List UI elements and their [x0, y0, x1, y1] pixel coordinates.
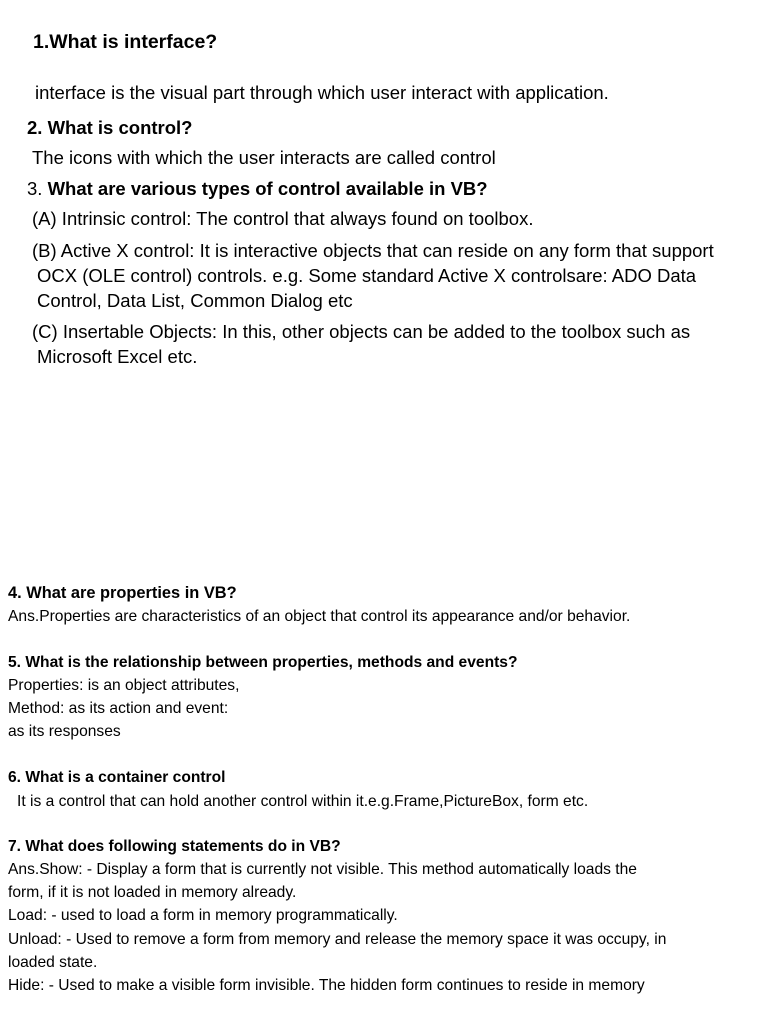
q3-heading — [27, 177, 488, 201]
q7-line-5: loaded state. — [8, 954, 98, 971]
q7-line-3: Load: - used to load a form in memory programmatically. — [8, 907, 398, 924]
q7-line-6: Hide: - Used to make a visible form invisible. The hidden form continues to reside in memory — [8, 977, 645, 994]
q6-answer: It is a control that can hold another control within it.e.g.Frame,PictureBox, form etc. — [17, 793, 589, 810]
q1-title: 1.What is interface? — [33, 31, 218, 53]
slide-2 — [0, 578, 768, 1024]
q6-title: 6. What is a container control — [8, 769, 226, 786]
q3-title: What are various types of control available in VB? — [47, 178, 488, 199]
q2-title: 2. What is control? — [27, 117, 193, 138]
q4-title: 4. What are properties in VB? — [8, 584, 237, 602]
q3-number: 3. — [27, 178, 48, 199]
q5-line-1: Properties: is an object attributes, — [8, 677, 240, 694]
q3-item-b-line-1: (B) Active X control: It is interactive objects that can reside on any form that support — [32, 240, 714, 261]
q7-line-2: form, if it is not loaded in memory already. — [8, 884, 297, 901]
q3-item-b-line-2: OCX (OLE control) controls. e.g. Some standard Active X controlsare: ADO Data — [37, 265, 697, 286]
q5-line-2: Method: as its action and event: — [8, 700, 229, 717]
q1-answer: interface is the visual part through which user interact with application. — [35, 82, 609, 103]
q2-answer: The icons with which the user interacts are called control — [32, 147, 496, 168]
q3-item-c-line-1: (C) Insertable Objects: In this, other objects can be added to the toolbox such as — [32, 321, 691, 342]
q3-item-b-line-3: Control, Data List, Common Dialog etc — [37, 290, 353, 311]
q5-title: 5. What is the relationship between properties, methods and events? — [8, 654, 518, 671]
slide-1 — [0, 0, 768, 500]
q7-title: 7. What does following statements do in VB? — [8, 838, 341, 855]
q3-item-a: (A) Intrinsic control: The control that always found on toolbox. — [32, 208, 534, 229]
q7-line-4: Unload: - Used to remove a form from memory and release the memory space it was occupy, in — [8, 931, 667, 948]
q5-line-3: as its responses — [8, 723, 121, 740]
q4-answer: Ans.Properties are characteristics of an object that control its appearance and/or behavior. — [8, 608, 631, 625]
q3-item-c-line-2: Microsoft Excel etc. — [37, 346, 198, 367]
q7-line-1: Ans.Show: - Display a form that is currently not visible. This method automatically loads the — [8, 861, 637, 878]
